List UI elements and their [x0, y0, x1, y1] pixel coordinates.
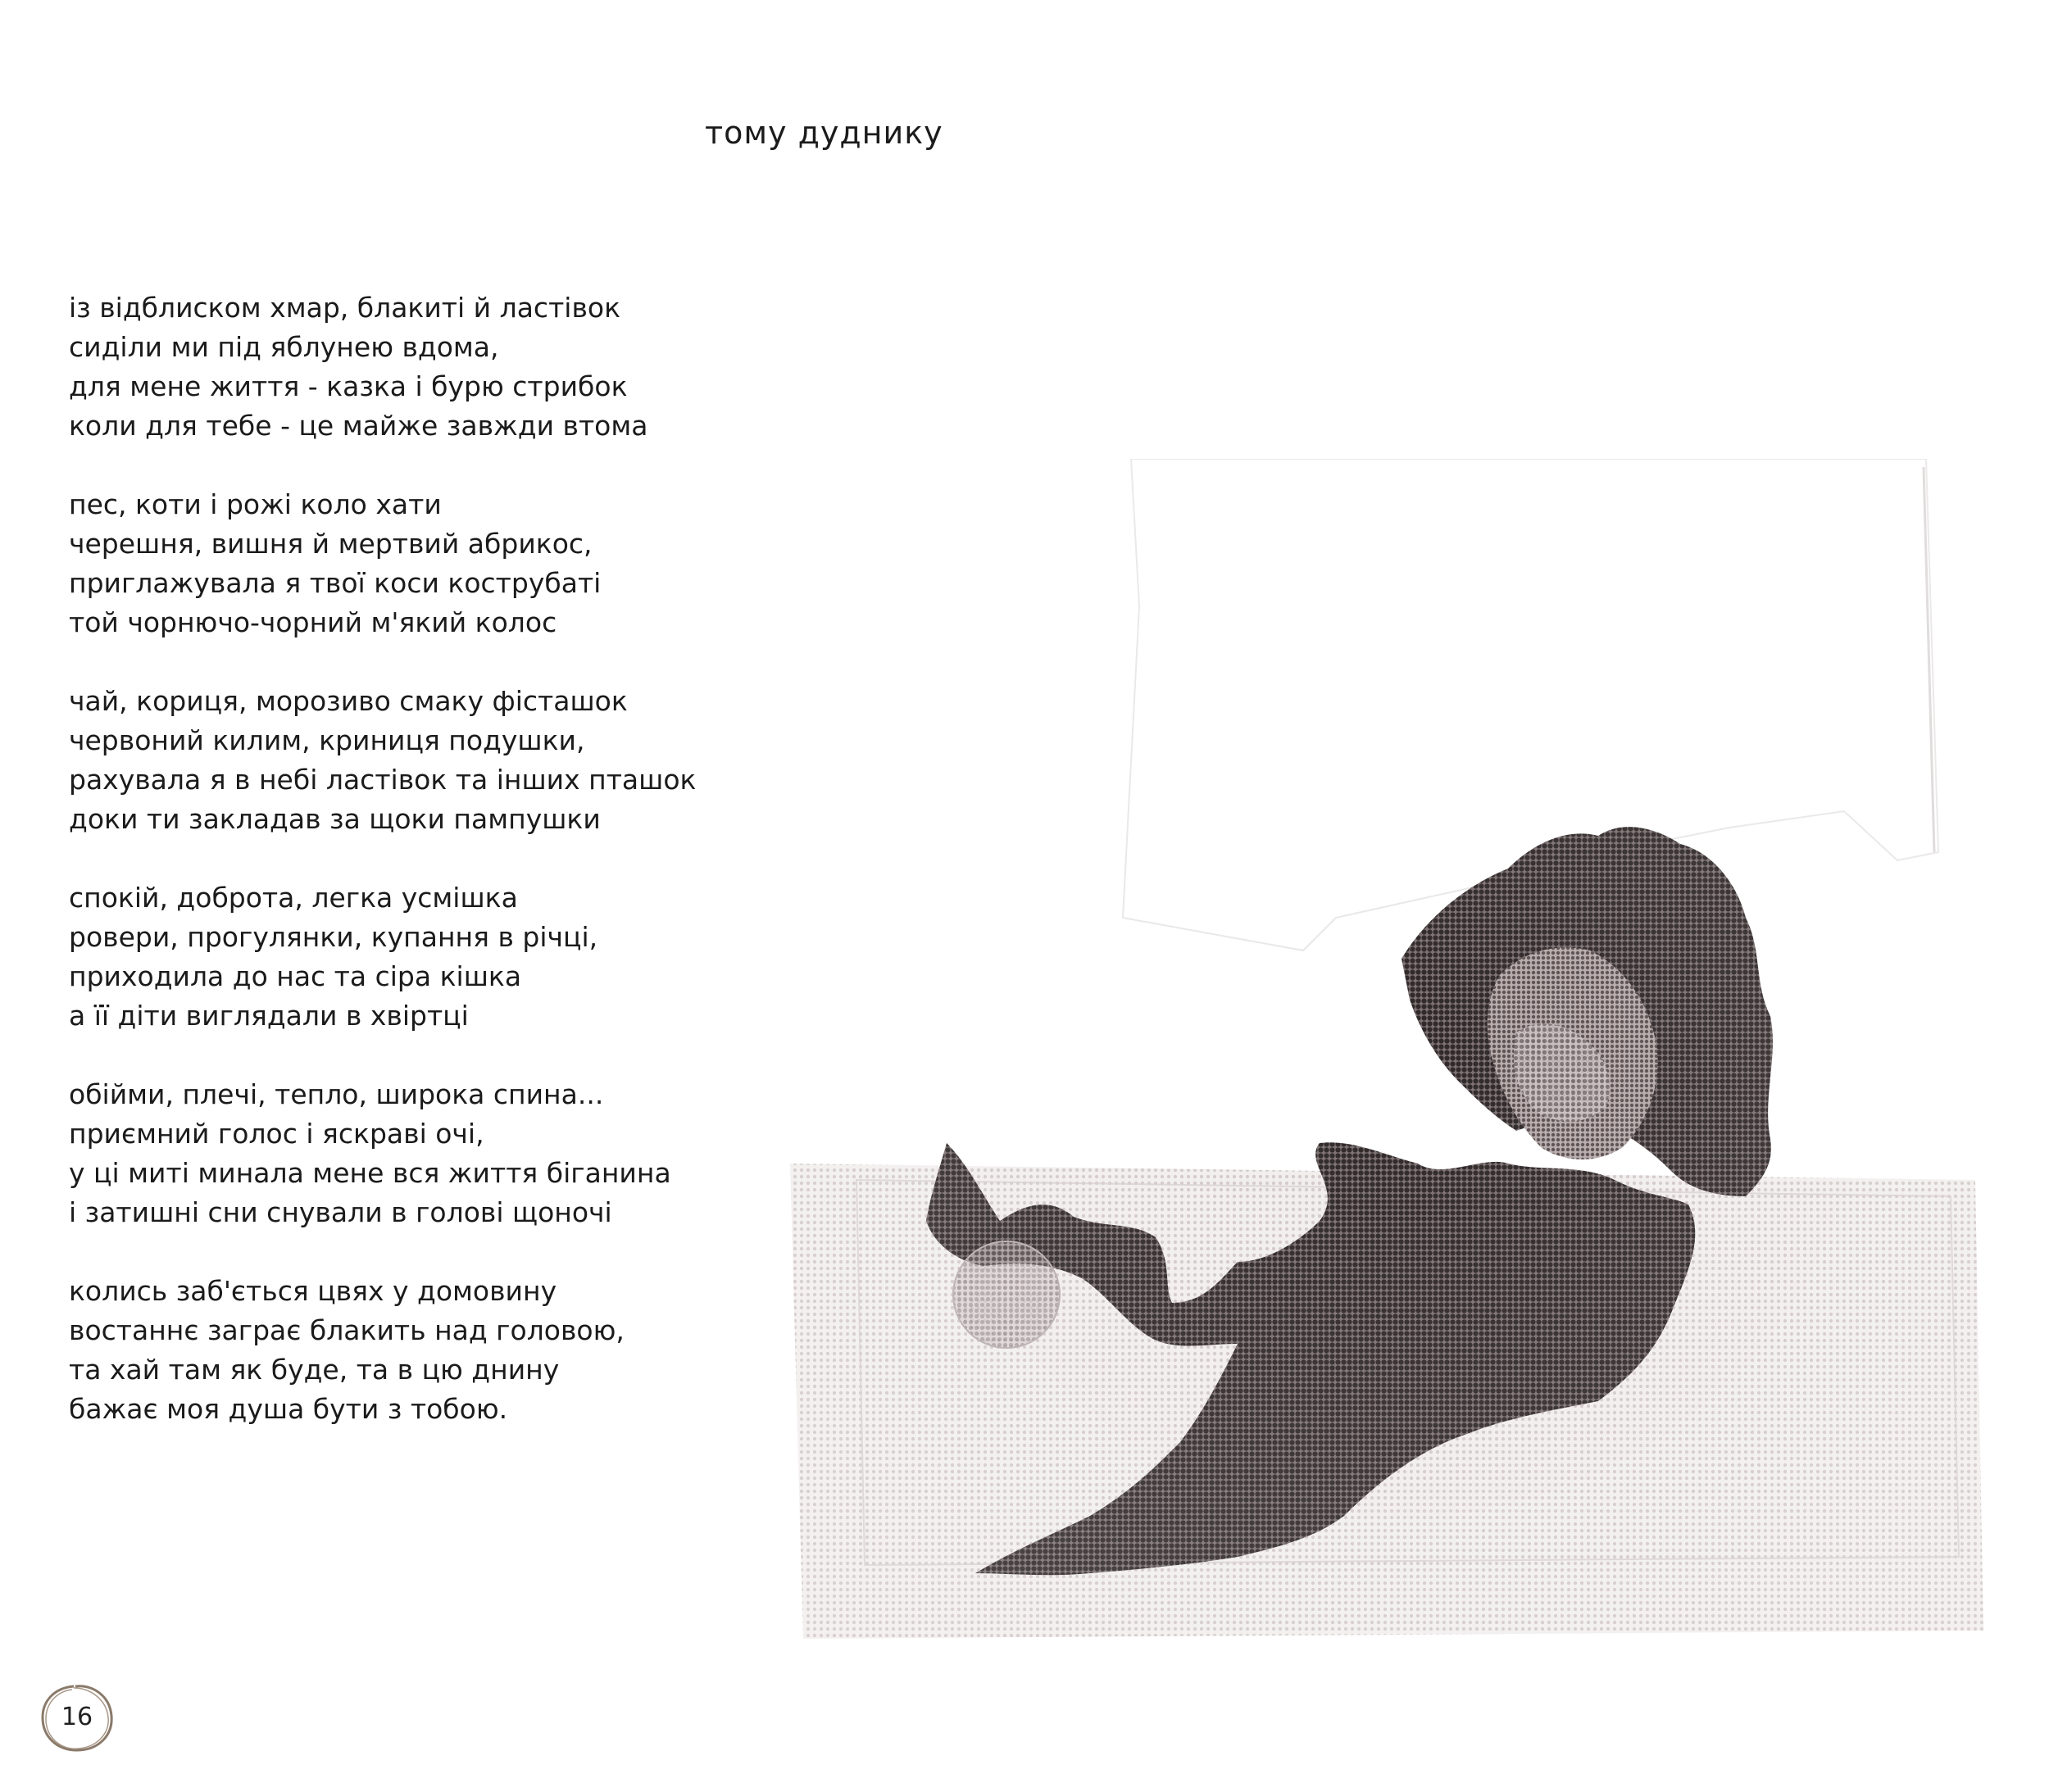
poem-line: ровери, прогулянки, купання в річці, [69, 921, 598, 953]
stanza [69, 288, 725, 446]
poem-line: спокій, доброта, легка усмішка [69, 882, 518, 914]
halftone-collage [779, 459, 2008, 1655]
poem-line: і затишні сни снували в голові щоночі [69, 1196, 612, 1228]
poem-line: черешня, вишня й мертвий абрикос, [69, 528, 593, 560]
stanza [69, 485, 725, 642]
page-number-badge [36, 1678, 118, 1757]
stanza [69, 682, 725, 839]
stanza [69, 1272, 725, 1429]
page-number: 16 [61, 1703, 93, 1731]
poem [69, 288, 725, 1468]
poem-line: доки ти закладав за щоки пампушки [69, 803, 601, 835]
poem-line: червоний килим, криниця подушки, [69, 724, 585, 756]
poem-line: приємний голос і яскраві очі, [69, 1118, 484, 1150]
poem-line: для мене життя - казка і бурю стрибок [69, 370, 628, 402]
poem-line: приглажувала я твої коси кострубаті [69, 567, 602, 599]
poem-line: колись заб'ється цвях у домовину [69, 1275, 557, 1307]
poem-line: приходила до нас та сіра кішка [69, 960, 522, 992]
poem-line: чай, кориця, морозиво смаку фісташок [69, 685, 628, 717]
poem-line: коли для тебе - це майже завжди втома [69, 410, 648, 442]
poem-line: із відблиском хмар, блакиті й ластівок [69, 292, 621, 324]
poem-line: бажає моя душа бути з тобою. [69, 1393, 508, 1425]
poem-line: востаннє заграє блакить над головою, [69, 1314, 625, 1346]
page-title: тому дуднику [705, 115, 943, 151]
poem-line: рахувала я в небі ластівок та інших пташок [69, 764, 697, 796]
poem-line: а її діти виглядали в хвіртці [69, 1000, 469, 1032]
poem-line: обійми, плечі, тепло, широка спина... [69, 1078, 604, 1110]
stanza [69, 1075, 725, 1232]
poem-line: пес, коти і рожі коло хати [69, 488, 442, 520]
poem-line: той чорнючо-чорний м'який колос [69, 606, 557, 638]
stanza [69, 878, 725, 1036]
poem-line: сиділи ми під яблунею вдома, [69, 331, 499, 363]
poem-line: та хай там як буде, та в цю днину [69, 1354, 560, 1386]
poem-line: у ці миті минала мене вся життя біганина [69, 1157, 671, 1189]
